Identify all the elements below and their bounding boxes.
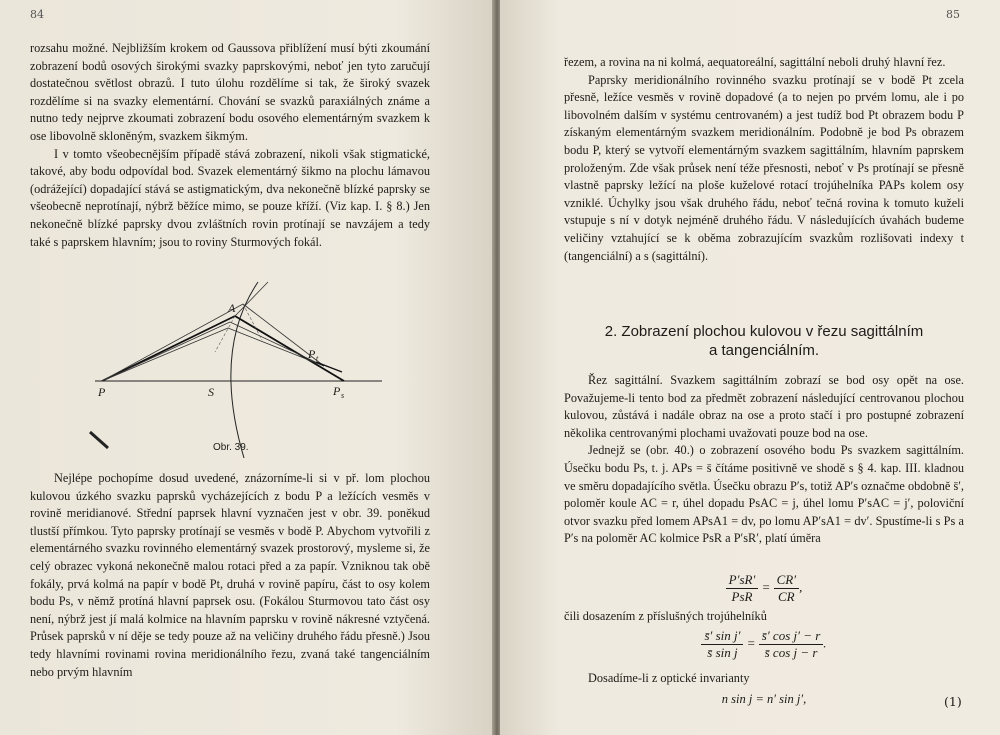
ray bbox=[102, 328, 228, 381]
paragraph: rozsahu možné. Nejbližším krokem od Gaussova přiblížení musí býti zkoumání zobrazení bodů osových širokými svazky paprskovými, neboť jen tyto zaručují dostatečnou světlost obrazů. I tuto úlohu rozdělíme si tak, že široký svazek rozdělíme si na svazky elementární. Chování se svazků paraxiálných známe a nutno tedy nejprve zkoumati zobrazení bodu osového elementárným svazkem k ose libovolně skloněným, svazkem šikmým. bbox=[30, 41, 430, 143]
text-line bbox=[564, 608, 964, 626]
page-number: 85 bbox=[946, 8, 960, 21]
text-block-bottom bbox=[30, 470, 430, 681]
ray bbox=[102, 304, 243, 381]
printed-mark bbox=[90, 432, 108, 448]
paragraph: Dosadíme-li z optické invarianty bbox=[588, 671, 750, 685]
paragraph: čili dosazením z příslušných trojúhelníků bbox=[564, 609, 767, 623]
paragraph: I v tomto všeobecnějším případě stává zobrazení, nikoli však stigmatické, takové, aby bodu odpovídal bod. Svazek elementárný šikmo na plochu lámavou (odrážející) dopadající stává se astigmatickým, dva nekonečně blízké paprsky se všeobecně neprotínají, nýbrž běžíce mimo, se pouze kříží. (Viz kap. I. § 8.) Jen nekonečně blízké paprsky dvou zvláštních rovin protínají se navzájem a tedy také s paprskem hlavním; jsou to roviny Sturmových fokál. bbox=[30, 146, 430, 249]
heading-line: 2. Zobrazení plochou kulovou v řezu sagittálním bbox=[604, 323, 924, 340]
label-ps: P bbox=[333, 384, 341, 398]
equation-substitution: $\frac{\text{s̄′ sin j′}}{\text{s̄ sin j}}$ = $\frac{\text{s̄′ cos j′ − r}}{\text{s̄ cos j − r}}$ . bbox=[624, 628, 904, 661]
equation-proportion: $\frac{P'sR'}{\text{PsR}}$ = $\frac{CR'}{CR}$ , bbox=[664, 572, 864, 605]
label-pt: P bbox=[308, 347, 316, 361]
equation-invariant: n sin j = n′ sin j′, bbox=[721, 692, 807, 706]
paragraph: řezem, a rovina na ni kolmá, aequatoreální, sagittální neboli druhý hlavní řez. bbox=[564, 55, 946, 69]
label-ps-sub: s bbox=[341, 391, 345, 400]
label-a: A bbox=[228, 301, 236, 315]
ray bbox=[102, 322, 230, 381]
label-s: S bbox=[208, 385, 214, 399]
text-line bbox=[564, 670, 964, 688]
figure-caption: Obr. 39. bbox=[213, 442, 249, 453]
paragraph: Paprsky meridionálního rovinného svazku protínají se v bodě Pt zcela přesně, ležíce vesměs v rovině dopadové (a to nejen po prvém lomu, ale i po libovolném dalším v systému centrovaném) a jest tudíž bod Pt obrazem bodu P získaným elementárným svazkem meridionálním. Podobně je bod Ps obrazem bodu P, který se vytvoří elementárným svazkem sagittálním, hlavním paprskem proloženým. Zde však průsek není téže přesnosti, neboť v Ps protínají se přesně vlastně paprsky ležící na ploše kuželové rotací trojúhelníka PAPs kolem osy vzniklé. Úchylky jsou však druhého řádu, neboť tečná rovina k tomuto kuželi vstupuje s ní v dotyk nejméně druhého řádu. V následujících úvahách budeme veličiny vztahující se k oběma zobrazujícím svazkům rozlišovati indexy t (tangenciální) a s (sagittální). bbox=[564, 72, 964, 263]
text-block-top bbox=[564, 54, 964, 265]
label-p: P bbox=[98, 385, 106, 399]
text-block-top bbox=[30, 40, 430, 251]
paragraph: Nejlépe pochopíme dosud uvedené, znázorníme-li si v př. lom plochou kulovou úzkého svazku paprsků vycházejících z bodu P a ležících vesměs v rovině meridianové. Střední paprsek hlavní vyznačen jest v obr. 39. poněkud tlustší přímkou. Tyto paprsky protínají se vesměs v bodě P. Abychom vytvořili z elementárného svazku rovinného elementárný svazek prostorový, mysleme si, že celý obrazec vykoná nekonečně malou rotaci před a za papír. Vzniknou tak obě fokály, prvá kolmá na papír v bodě Pt, druhá v rovině papíru, část to osy kolem bodu Ps, v němž protíná hlavní paprsek osu. (Fokálou Sturmovou tato část osy není, nýbrž jest jí malá kolmice na hlavním paprsku v rovině nákresné vztyčená. Průsek paprsků v ní děje se tedy pouze až na veličiny druhého řádu přesně.) Jsou tedy hlavními rovinami rovina meridionálního řezu, zvaná také tangenciálním nebo prvým hlavním bbox=[30, 471, 430, 679]
label-pt-sub: t bbox=[316, 354, 319, 363]
left-page bbox=[0, 0, 494, 735]
page-number: 84 bbox=[30, 8, 44, 21]
right-page bbox=[500, 0, 1000, 735]
chief-ray bbox=[102, 316, 235, 381]
paragraph: Jednejž se (obr. 40.) o zobrazení osového bodu Ps svazkem sagittálním. Úsečku bodu Ps, t. j. APs = s̄ čítáme positivně ve shodě s § 4. kap. III. kladnou ve směru dopadajícího světla. Úsečku obrazu P′s, totiž AP′s označme obdobně s̄′, poloměr koule AC = r, úhel dopadu PsAC = j, úhel lomu P′sAC = j′, poloviční otvor svazku před lomem APsA1 = dv, po lomu AP′sA1 = dv′. Spustíme-li s Ps a P′s na poloměr AC kolmice PsR a P′sR′, platí úměra bbox=[564, 443, 964, 546]
equation-number: (1) bbox=[944, 694, 962, 709]
text-block-middle bbox=[564, 372, 964, 548]
paragraph: Řez sagittální. Svazkem sagittálním zobrazí se bod osy opět na ose. Považujeme-li tento bod za předmět zobrazení následující centrovanou plochou kulovou, zůstává i nadále obraz na ose a proto stačí i pro postupné zobrazení několika centrovanými plochami uvažovati pouze bod na ose. bbox=[564, 373, 964, 440]
refracted-chief-ray bbox=[235, 316, 344, 381]
section-heading bbox=[564, 322, 964, 360]
heading-line: a tangenciálním. bbox=[708, 342, 820, 359]
